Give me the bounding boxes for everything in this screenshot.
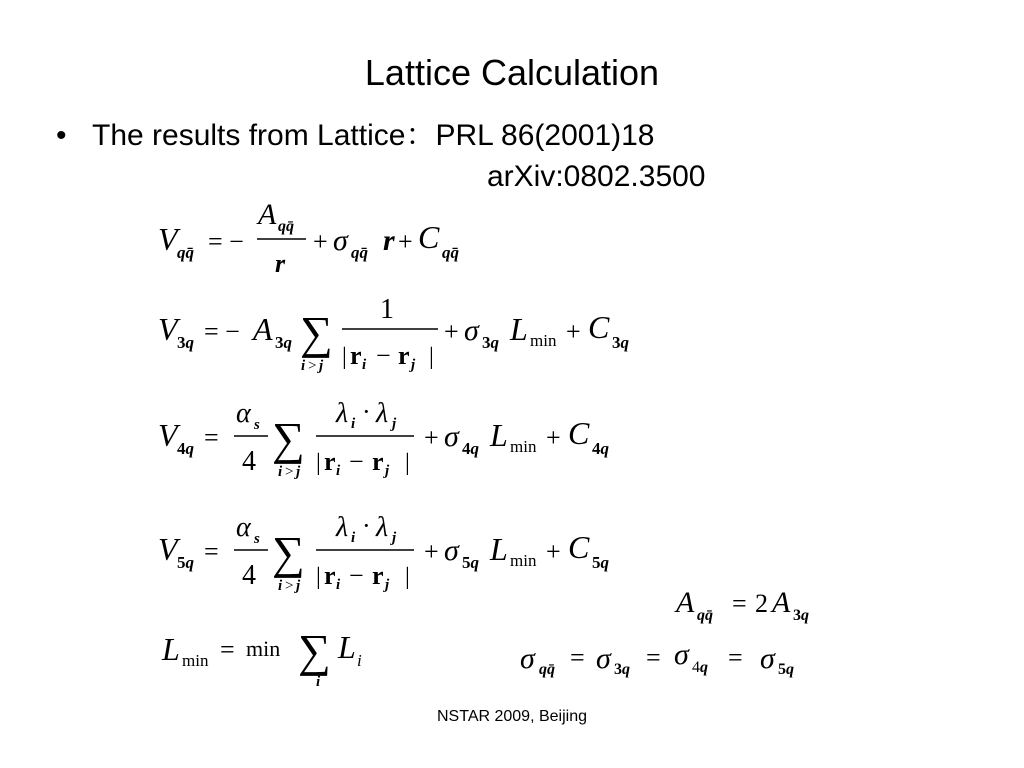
svg-text:σ: σ [333, 224, 348, 257]
svg-text:L: L [490, 417, 508, 453]
svg-text:s: s [254, 531, 260, 547]
svg-text:V: V [158, 221, 178, 257]
svg-text:j: j [392, 416, 397, 432]
svg-text:A: A [253, 311, 273, 347]
svg-text:i: i [357, 651, 362, 670]
svg-text:A: A [676, 586, 695, 619]
svg-text:+: + [566, 317, 581, 346]
svg-text:|: | [316, 450, 321, 476]
svg-text:5q: 5q [592, 553, 609, 572]
svg-text:i: i [316, 674, 321, 690]
svg-text:|: | [429, 344, 434, 370]
svg-text:−: − [349, 561, 364, 590]
svg-text:=: = [646, 643, 661, 672]
svg-text:5q: 5q [177, 553, 194, 572]
reference-arxiv: arXiv:0802.3500 [487, 160, 706, 193]
svg-text:−: − [376, 341, 391, 370]
svg-text:+: + [313, 227, 328, 256]
svg-text:= −: = − [208, 227, 244, 256]
svg-text:+: + [424, 537, 439, 566]
svg-text:σ: σ [444, 420, 459, 453]
svg-text:2: 2 [755, 589, 768, 618]
svg-text:j: j [319, 358, 324, 374]
svg-text:+: + [398, 227, 413, 256]
svg-text:3q: 3q [177, 333, 194, 352]
svg-text:=: = [728, 643, 743, 672]
svg-text:C: C [568, 415, 590, 451]
svg-text:A: A [772, 586, 791, 619]
svg-text:∑: ∑ [298, 625, 331, 676]
svg-text:j: j [411, 357, 416, 373]
svg-text:qq̄: qq̄ [351, 243, 368, 262]
svg-text:min: min [530, 331, 557, 350]
svg-text:3q: 3q [793, 607, 809, 624]
svg-text:|: | [342, 344, 347, 370]
svg-text:4q: 4q [692, 659, 708, 676]
svg-text:>: > [285, 464, 294, 480]
svg-text:r: r [383, 224, 395, 257]
svg-text:j: j [385, 463, 390, 479]
svg-text:−: − [349, 447, 364, 476]
svg-text:qq̄: qq̄ [539, 661, 555, 678]
svg-text:j: j [392, 530, 397, 546]
svg-text:∑: ∑ [272, 413, 305, 464]
svg-text:+: + [424, 423, 439, 452]
svg-text:r: r [372, 561, 384, 590]
svg-text:V: V [158, 417, 178, 453]
equation-panel [158, 198, 830, 688]
svg-text:4q: 4q [177, 439, 194, 458]
equation-v-5q [158, 511, 610, 594]
svg-text:5q: 5q [778, 661, 794, 678]
equation-lmin-definition [161, 625, 362, 690]
svg-text:C: C [588, 309, 610, 345]
bullet-marker: • [56, 119, 67, 152]
svg-text:V: V [158, 531, 178, 567]
svg-text:α: α [236, 398, 251, 429]
svg-text:j: j [296, 464, 301, 480]
svg-text:4q: 4q [592, 439, 609, 458]
svg-text:4: 4 [242, 560, 256, 591]
svg-text:i: i [362, 357, 367, 373]
svg-text:σ: σ [596, 642, 611, 675]
svg-text:3q: 3q [275, 333, 292, 352]
svg-text:λ: λ [376, 398, 389, 429]
svg-text:i: i [351, 530, 356, 546]
svg-text:= −: = − [204, 317, 240, 346]
svg-text:L: L [510, 311, 528, 347]
svg-text:min: min [182, 651, 209, 670]
equations-figure [158, 198, 830, 688]
svg-text:L: L [338, 629, 356, 665]
svg-text:A: A [258, 198, 277, 231]
equation-a-relation [674, 586, 809, 624]
svg-text:1: 1 [380, 294, 394, 325]
svg-text:=: = [204, 423, 219, 452]
svg-text:i: i [278, 464, 283, 480]
svg-text:r: r [398, 341, 410, 370]
svg-text:=: = [570, 643, 585, 672]
svg-text:L: L [162, 631, 180, 667]
svg-text:min: min [246, 636, 281, 661]
svg-text:3q: 3q [614, 661, 630, 678]
footer-text: NSTAR 2009, Beijing [437, 708, 587, 725]
svg-text:σ: σ [444, 534, 459, 567]
svg-text:V: V [158, 311, 178, 347]
svg-text:∑: ∑ [300, 307, 333, 358]
svg-text:3q: 3q [612, 333, 629, 352]
svg-text:|: | [405, 564, 410, 590]
svg-text:λ: λ [336, 512, 349, 543]
svg-text:qq̄: qq̄ [697, 607, 713, 624]
svg-text:5q: 5q [462, 553, 479, 572]
svg-text:min: min [510, 551, 537, 570]
svg-text:3q: 3q [482, 333, 499, 352]
svg-text:i: i [336, 577, 341, 593]
svg-text:>: > [285, 578, 294, 594]
svg-text:·: · [362, 511, 371, 540]
svg-text:λ: λ [376, 512, 389, 543]
svg-text:+: + [546, 423, 561, 452]
svg-text:>: > [308, 358, 317, 374]
svg-text:σ: σ [760, 642, 775, 675]
svg-text:λ: λ [336, 398, 349, 429]
svg-text:4: 4 [242, 446, 256, 477]
svg-text:r: r [350, 341, 362, 370]
svg-text:σ: σ [520, 642, 535, 675]
svg-text:L: L [490, 531, 508, 567]
bullet-text: The results from Lattice：PRL 86(2001)18 [92, 119, 655, 152]
svg-text:i: i [301, 358, 306, 374]
svg-text:r: r [324, 561, 336, 590]
equation-v-qqbar [158, 198, 460, 278]
svg-text:4q: 4q [462, 439, 479, 458]
equation-v-4q [158, 397, 610, 480]
svg-text:i: i [278, 578, 283, 594]
svg-text:qq̄: qq̄ [177, 243, 194, 262]
svg-text:r: r [372, 447, 384, 476]
svg-text:+: + [444, 317, 459, 346]
svg-text:|: | [405, 450, 410, 476]
svg-text:σ: σ [674, 638, 689, 671]
svg-text:+: + [546, 537, 561, 566]
svg-text:=: = [220, 635, 235, 664]
svg-text:=: = [204, 537, 219, 566]
svg-text:j: j [385, 577, 390, 593]
svg-text:min: min [510, 437, 537, 456]
svg-text:C: C [568, 529, 590, 565]
svg-text:·: · [362, 397, 371, 426]
equation-sigma-relation [520, 638, 794, 678]
svg-text:i: i [336, 463, 341, 479]
svg-text:σ: σ [464, 314, 479, 347]
svg-text:i: i [351, 416, 356, 432]
svg-text:r: r [324, 447, 336, 476]
svg-text:qq̄: qq̄ [278, 218, 294, 235]
bullet-item-lattice-results [56, 110, 655, 154]
svg-text:∑: ∑ [272, 527, 305, 578]
svg-text:r: r [275, 249, 286, 278]
svg-text:=: = [732, 589, 747, 618]
svg-text:|: | [316, 564, 321, 590]
svg-text:qq̄: qq̄ [442, 243, 459, 262]
svg-text:C: C [418, 219, 440, 255]
equation-v-3q [158, 294, 630, 374]
svg-text:j: j [296, 578, 301, 594]
svg-text:s: s [254, 417, 260, 433]
svg-text:α: α [236, 512, 251, 543]
slide-title: Lattice Calculation [364, 52, 660, 93]
